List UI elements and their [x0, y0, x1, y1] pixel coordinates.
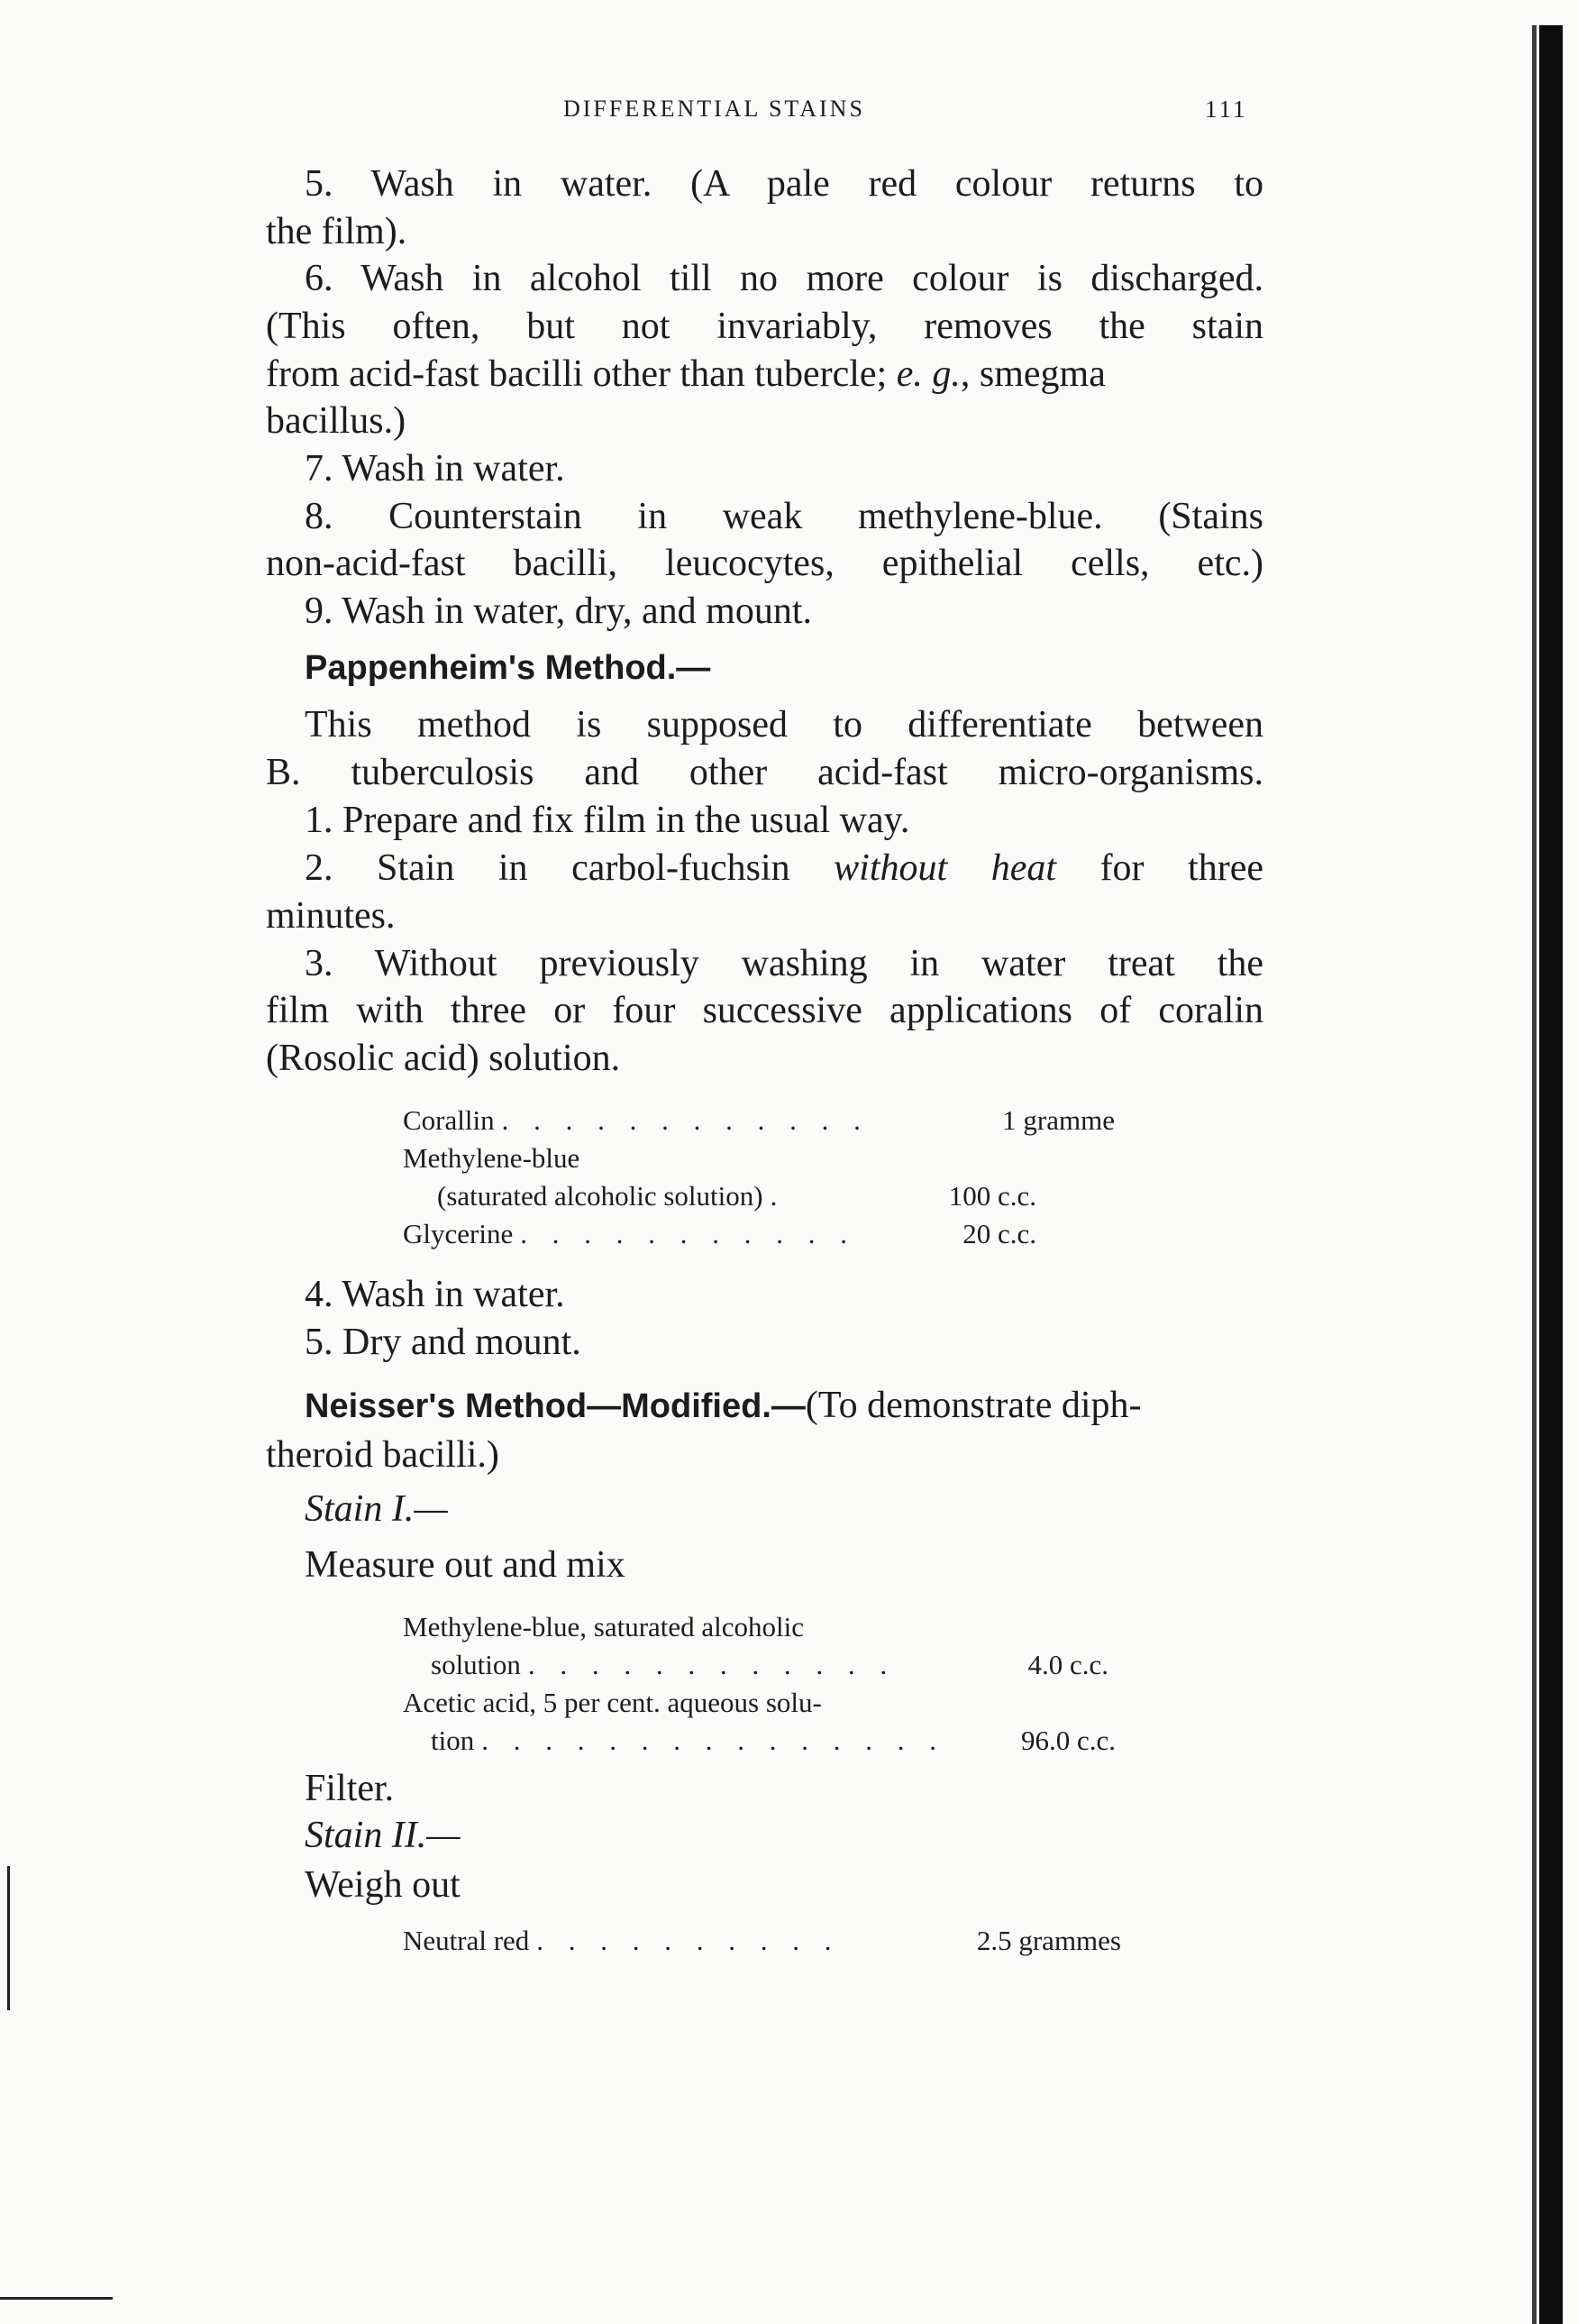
- page-number: 111: [1205, 96, 1248, 123]
- step-2-line: 2. Stain in carbol-fuchsin without heat for three: [305, 847, 1263, 889]
- step-3-line: 3. Without previously washing in water treat the: [305, 943, 1263, 984]
- text-line: (Rosolic acid) solution.: [266, 1038, 621, 1079]
- step-1-line: 1. Prepare and fix film in the usual way.: [305, 800, 910, 841]
- running-head: DIFFERENTIAL STAINS: [563, 96, 865, 122]
- text-line: (This often, but not invariably, removes the stain: [266, 306, 1263, 347]
- text-line: theroid bacilli.): [266, 1434, 499, 1476]
- table-row: Methylene-blue: [403, 1142, 580, 1174]
- stain-2-label: Stain II.—: [305, 1815, 461, 1856]
- scan-border-right: [1539, 25, 1563, 2324]
- text-line: the film).: [266, 211, 407, 252]
- text-line: Measure out and mix: [305, 1544, 625, 1586]
- table-row: Corallin . . . . . . . . . . . . 1 gramme: [403, 1104, 1115, 1136]
- text-line: minutes.: [266, 895, 396, 937]
- table-row: Neutral red . . . . . . . . . . 2.5 grammes: [403, 1925, 1121, 1956]
- step-9-line: 9. Wash in water, dry, and mount.: [305, 590, 813, 632]
- scan-mark-bottom: [0, 2297, 113, 2300]
- step-7-line: 7. Wash in water.: [305, 448, 565, 490]
- text-line: Weigh out: [305, 1864, 461, 1906]
- step-8-line: 8. Counterstain in weak methylene-blue. (Stains: [305, 496, 1263, 537]
- table-row: (saturated alcoholic solution) . 100 c.c.: [437, 1180, 1036, 1212]
- text-line: from acid-fast bacilli other than tubercle; e. g., smegma: [266, 353, 1106, 395]
- step-5-line: 5. Dry and mount.: [305, 1322, 581, 1363]
- table-row: Methylene-blue, saturated alcoholic: [403, 1611, 805, 1642]
- text-line: non-acid-fast bacilli, leucocytes, epithelial cells, etc.): [266, 543, 1263, 584]
- text-line: B. tuberculosis and other acid-fast micro-organisms.: [266, 752, 1263, 793]
- scan-mark-left: [7, 1866, 10, 2010]
- text-line: film with three or four successive applications of coralin: [266, 990, 1263, 1031]
- pappenheim-heading: Pappenheim's Method.—: [305, 649, 711, 687]
- table-row: Acetic acid, 5 per cent. aqueous solu-: [403, 1687, 822, 1718]
- neisser-heading: Neisser's Method—Modified.—(To demonstrate diph-: [305, 1385, 1142, 1426]
- text-line: Filter.: [305, 1768, 395, 1809]
- text-line: This method is supposed to differentiate between: [305, 704, 1263, 746]
- page-edge-shadow: [1532, 25, 1537, 2324]
- table-row: Glycerine . . . . . . . . . . . 20 c.c.: [403, 1218, 1036, 1249]
- text-line: bacillus.): [266, 400, 406, 442]
- table-row: solution . . . . . . . . . . . . 4.0 c.c.: [431, 1649, 1108, 1680]
- table-row: tion . . . . . . . . . . . . . . . 96.0 c.c.: [431, 1725, 1116, 1756]
- stain-1-label: Stain I.—: [305, 1488, 448, 1530]
- step-4-line: 4. Wash in water.: [305, 1274, 565, 1315]
- step-6-line: 6. Wash in alcohol till no more colour is discharged.: [305, 258, 1263, 299]
- step-5-line: 5. Wash in water. (A pale red colour returns to: [305, 163, 1263, 205]
